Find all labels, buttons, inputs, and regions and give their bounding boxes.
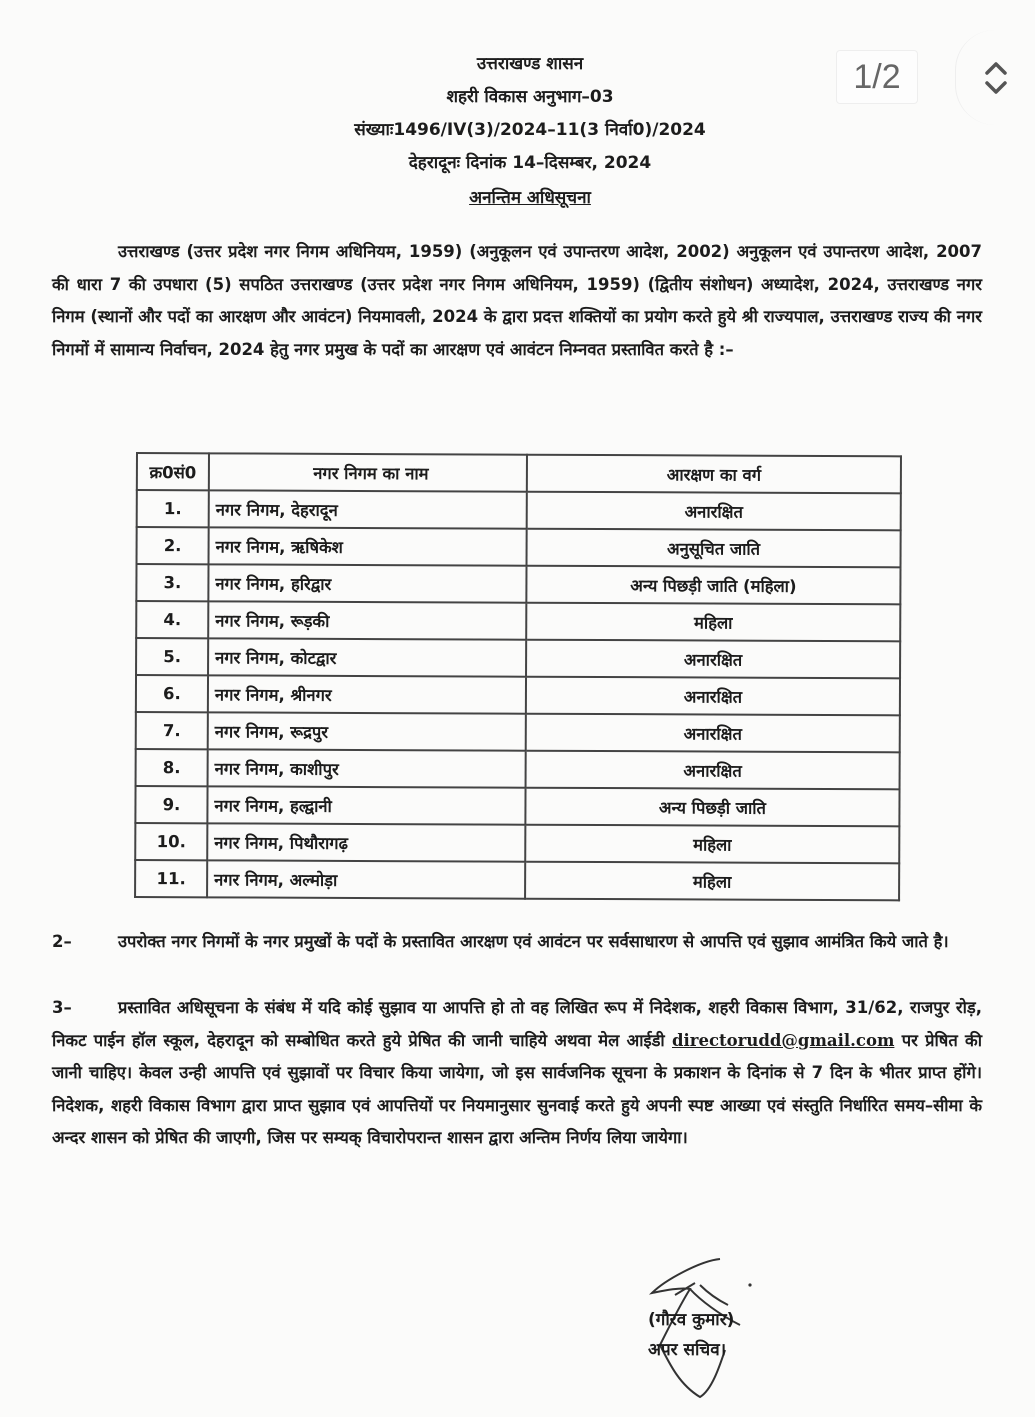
- table-row: [136, 749, 900, 789]
- table-header-row: [137, 453, 901, 493]
- email-link[interactable]: directorudd@gmail.com: [672, 1030, 895, 1050]
- cell-category: अन्य पिछड़ी जाति (महिला): [526, 566, 900, 605]
- table-row: [135, 823, 899, 863]
- cell-serial: 6.: [136, 675, 208, 712]
- cell-category: अन्य पिछड़ी जाति: [525, 788, 899, 827]
- col-header-serial: क्र0सं0: [137, 453, 209, 490]
- cell-serial: 2.: [137, 527, 209, 564]
- cell-category: अनारक्षित: [527, 492, 901, 531]
- paragraph-3-text-after: पर प्रेषित की जानी चाहिए। केवल उन्ही आपत्ति एवं सुझावों पर विचार किया जायेगा, जो इस सार्वजनिक सूचना के प्रकाशन के दिनांक से 7 दिन के भीतर प्राप्त होंगे। निदेशक, शहरी विकास विभाग द्वारा प्राप्त सुझाव एवं आपत्तियों पर नियमानुसार सुनवाई करते हुये अपनी स्पष्ट आख्या एवं संस्तुति निर्धारित समय–सीमा के अन्दर शासन को प्रेषित की जाएगी, जिस पर सम्यक् विचारोपरान्त शासन द्वारा अन्तिम निर्णय लिया जायेगा।: [52, 1030, 982, 1147]
- chevron-up-icon[interactable]: [983, 60, 1009, 76]
- paragraph-2-text: उपरोक्त नगर निगमों के नगर प्रमुखों के पदों के प्रस्तावित आरक्षण एवं आवंटन पर सर्वसाधारण से आपत्ति एवं सुझाव आमंत्रित किये जाते है।: [118, 932, 949, 951]
- cell-serial: 8.: [136, 749, 208, 786]
- signatory-block: [648, 1305, 734, 1365]
- table-row: [136, 712, 900, 752]
- reservation-table: [134, 452, 902, 901]
- cell-serial: 9.: [135, 786, 207, 823]
- page-indicator-text: 1/2: [853, 57, 901, 96]
- paragraph-3: [52, 992, 982, 1155]
- chevron-down-icon[interactable]: [983, 80, 1009, 96]
- paragraph-2-number: 2–: [52, 932, 72, 951]
- department-section: शहरी विकास अनुभाग–03: [446, 87, 614, 107]
- table-row: [135, 860, 899, 900]
- table-row: [136, 564, 900, 604]
- govt-name: उत्तराखण्ड शासन: [476, 54, 584, 74]
- signatory-designation: अपर सचिव।: [648, 1340, 727, 1360]
- cell-serial: 1.: [137, 490, 209, 527]
- cell-name: नगर निगम, श्रीनगर: [208, 675, 526, 713]
- col-header-name: नगर निगम का नाम: [209, 453, 527, 491]
- cell-category: अनारक्षित: [526, 640, 900, 679]
- page-indicator: [836, 50, 918, 104]
- cell-serial: 7.: [136, 712, 208, 749]
- cell-category: अनारक्षित: [526, 714, 900, 753]
- document-title: अनन्तिम अधिसूचना: [469, 188, 591, 208]
- cell-category: महिला: [525, 825, 899, 864]
- paragraph-3-text-before: प्रस्तावित अधिसूचना के संबंध में यदि कोई सुझाव या आपत्ति हो तो वह लिखित रूप में निदेशक, शहरी विकास विभाग, 31/62, राजपुर रोड़, निकट पाईन हॉल स्कूल, देहरादून को सम्बोधित करते हुये प्रेषित की जानी चाहिये अथवा मेल आईडी: [52, 998, 982, 1050]
- cell-name: नगर निगम, हरिद्वार: [208, 564, 526, 602]
- table-row: [136, 675, 900, 715]
- cell-serial: 10.: [135, 823, 207, 860]
- table-row: [137, 490, 901, 530]
- intro-paragraph: उत्तराखण्ड (उत्तर प्रदेश नगर निगम अधिनियम, 1959) (अनुकूलन एवं उपान्तरण आदेश, 2002) अनुकूलन एवं उपान्तरण आदेश, 2007 की धारा 7 की उपधारा (5) सपठित उत्तराखण्ड (उत्तर प्रदेश नगर निगम अधिनियम, 1959) (द्वितीय संशोधन) अध्यादेश, 2024, उत्तराखण्ड नगर निगम (स्थानों और पदों का आरक्षण और आवंटन) नियमावली, 2024 के द्वारा प्रदत्त शक्तियों का प्रयोग करते हुये श्री राज्यपाल, उत्तराखण्ड राज्य की नगर निगमों में सामान्य निर्वाचन, 2024 हेतु नगर प्रमुख के पदों का आरक्षण एवं आवंटन निम्नवत प्रस्तावित करते है :–: [52, 242, 982, 359]
- table-row: [135, 786, 899, 826]
- cell-name: नगर निगम, काशीपुर: [208, 749, 526, 787]
- cell-category: अनारक्षित: [526, 751, 900, 790]
- table-row: [136, 601, 900, 641]
- document-header: [300, 48, 760, 215]
- paragraph-2: [52, 926, 982, 959]
- cell-serial: 3.: [136, 564, 208, 601]
- cell-name: नगर निगम, रूड़की: [208, 601, 526, 639]
- col-header-category: आरक्षण का वर्ग: [527, 455, 901, 494]
- cell-name: नगर निगम, हल्द्वानी: [207, 786, 525, 824]
- cell-name: नगर निगम, कोटद्वार: [208, 638, 526, 676]
- cell-category: महिला: [525, 862, 899, 901]
- cell-serial: 11.: [135, 860, 207, 897]
- cell-name: नगर निगम, अल्मोड़ा: [207, 860, 525, 898]
- signatory-name: (गौरव कुमार): [648, 1310, 735, 1330]
- reference-number: संख्याः1496/IV(3)/2024–11(3 निर्वा0)/2024: [354, 120, 706, 140]
- place-date: देहरादूनः दिनांक 14–दिसम्बर, 2024: [408, 153, 652, 173]
- cell-name: नगर निगम, ऋषिकेश: [209, 527, 527, 565]
- cell-name: नगर निगम, रूद्रपुर: [208, 712, 526, 750]
- cell-name: नगर निगम, पिथौरागढ़: [207, 823, 525, 861]
- paragraph-3-number: 3–: [52, 998, 72, 1017]
- cell-serial: 4.: [136, 601, 208, 638]
- cell-name: नगर निगम, देहरादून: [209, 490, 527, 528]
- table-row: [137, 527, 901, 567]
- cell-category: अनारक्षित: [526, 677, 900, 716]
- cell-serial: 5.: [136, 638, 208, 675]
- page-nav: [955, 30, 1035, 125]
- table-row: [136, 638, 900, 678]
- cell-category: महिला: [526, 603, 900, 642]
- cell-category: अनुसूचित जाति: [527, 529, 901, 568]
